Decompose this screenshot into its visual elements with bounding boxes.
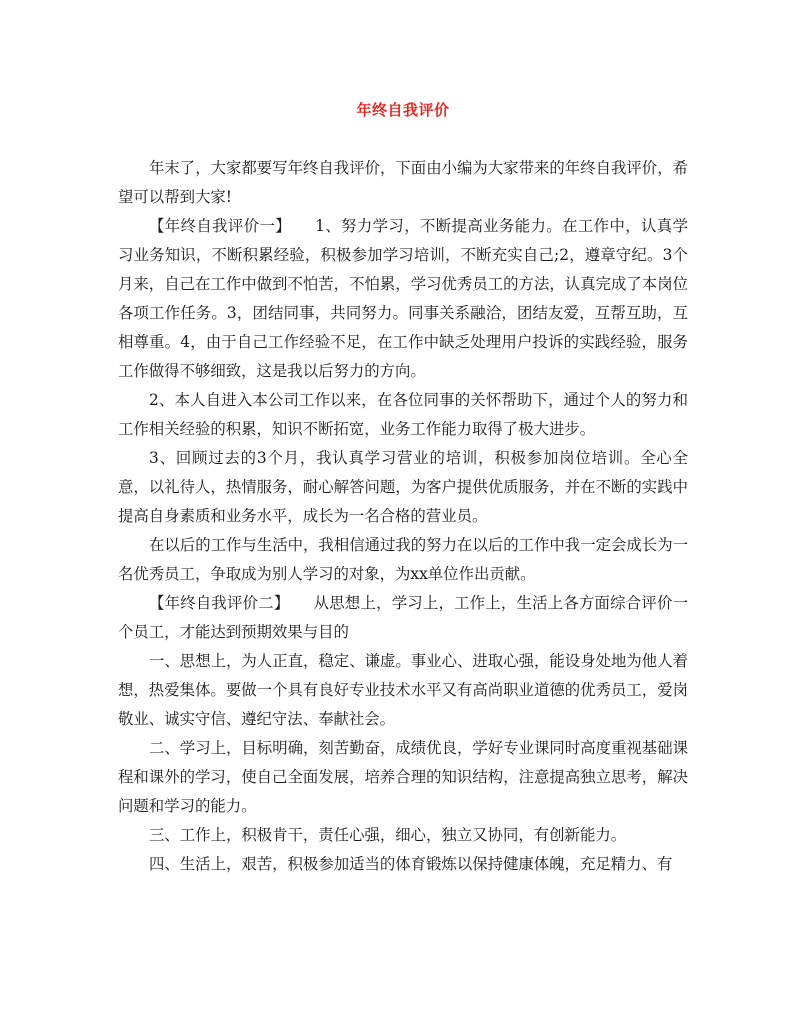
paragraph-text: 年末了，大家都要写年终自我评价，下面由小编为大家带来的年终自我评价，希望可以帮到大家!	[118, 159, 688, 206]
paragraph-text: 从思想上，学习上，工作上，生活上各方面综合评价一个员工，才能达到预期效果与目的	[118, 594, 688, 641]
paragraph-text: 2、本人自进入本公司工作以来，在各位同事的关怀帮助下，通过个人的努力和工作相关经验的积累，知识不断拓宽，业务工作能力取得了极大进步。	[118, 391, 688, 438]
paragraph-text: 二、学习上，目标明确，刻苦勤奋，成绩优良，学好专业课同时高度重视基础课程和课外的学习，使自己全面发展，培养合理的知识结构，注意提高独立思考，解决问题和学习的能力。	[118, 739, 688, 815]
paragraph-text: 四、生活上，艰苦，积极参加适当的体育锻炼以保持健康体魄，充足精力、有	[149, 855, 673, 873]
paragraph-text: 1、努力学习，不断提高业务能力。在工作中，认真学习业务知识，不断积累经验，积极参加学习培训，不断充实自己;2，遵章守纪。3个月来，自己在工作中做到不怕苦，不怕累，学习优秀员工的方法，认真完成了本岗位各项工作任务。3，团结同事，共同努力。同事关系融洽，团结友爱，互帮互助，互相尊重。4，由于自己工作经验不足，在工作中缺乏处理用户投诉的实践经验，服务工作做得不够细致，这是我以后努力的方向。	[118, 217, 688, 380]
review-one-point-2	[118, 386, 688, 444]
section-heading: 【年终自我评价二】	[149, 594, 290, 612]
paragraph-text: 3、回顾过去的3个月，我认真学习营业的培训，积极参加岗位培训。全心全意，以礼待人，热情服务，耐心解答问题，为客户提供优质服务，并在不断的实践中提高自身素质和业务水平，成长为一名合格的营业员。	[118, 449, 688, 525]
review-two-work	[118, 821, 688, 850]
review-one-paragraph	[118, 212, 688, 386]
paragraph-text: 一、思想上，为人正直，稳定、谦虚。事业心、进取心强，能设身处地为他人着想，热爱集体。要做一个具有良好专业技术水平又有高尚职业道德的优秀员工，爱岗敬业、诚实守信、遵纪守法、奉献社会。	[118, 652, 688, 728]
paragraph-text: 三、工作上，积极肯干，责任心强，细心，独立又协同，有创新能力。	[149, 826, 627, 844]
paragraph-text: 在以后的工作与生活中，我相信通过我的努力在以后的工作中我一定会成长为一名优秀员工，争取成为别人学习的对象，为xx单位作出贡献。	[118, 536, 688, 583]
review-two-thought	[118, 647, 688, 734]
review-two-paragraph	[118, 589, 688, 647]
review-two-study	[118, 734, 688, 821]
review-one-conclusion	[118, 531, 688, 589]
intro-paragraph	[118, 154, 688, 212]
document-title: 年终自我评价	[356, 101, 450, 119]
section-heading: 【年终自我评价一】	[149, 217, 292, 235]
document-page	[118, 92, 688, 879]
review-two-life	[118, 850, 688, 879]
review-one-point-3	[118, 444, 688, 531]
